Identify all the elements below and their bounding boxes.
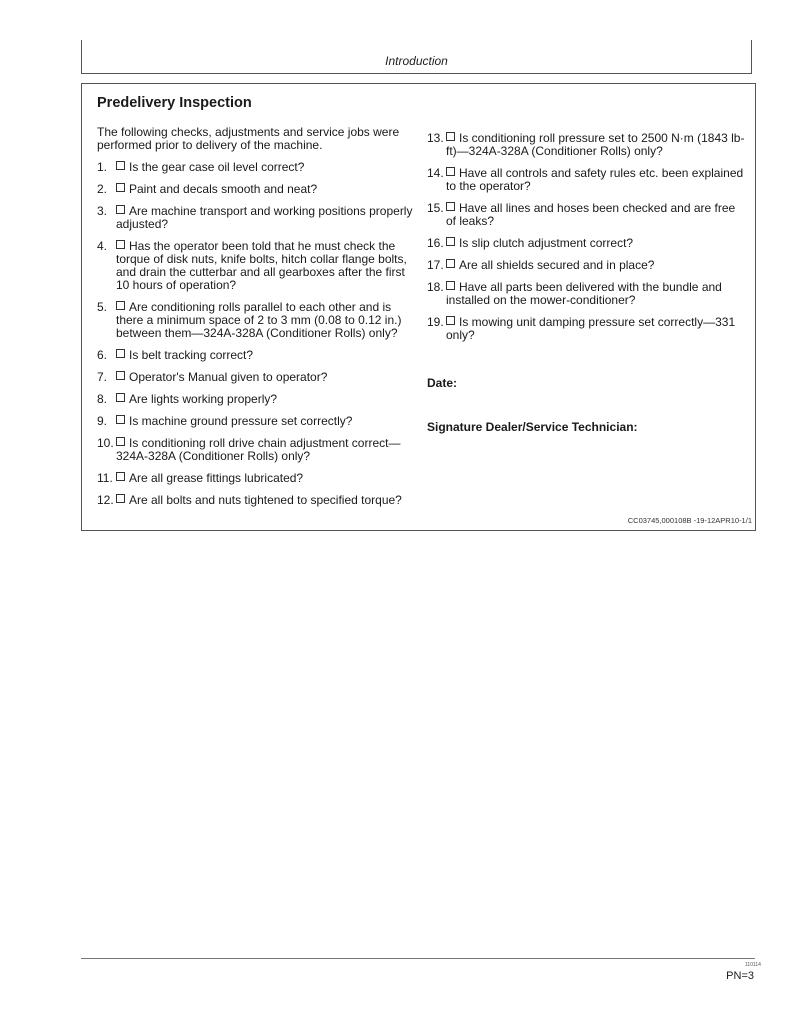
item-body [116, 393, 277, 406]
checkbox-icon [116, 415, 125, 424]
item-text: Is slip clutch adjustment correct? [459, 236, 634, 250]
checklist-item [427, 281, 745, 307]
item-number: 17. [427, 258, 444, 272]
checkbox-icon [116, 393, 125, 402]
right-column [427, 132, 745, 351]
item-number: 11. [97, 471, 113, 485]
predelivery-inspection-box [81, 83, 756, 531]
checklist-item [97, 437, 417, 463]
page-header [81, 40, 752, 74]
item-body [116, 494, 402, 507]
item-number: 2. [97, 182, 108, 196]
checkbox-icon [446, 316, 455, 325]
item-text: Is machine ground pressure set correctly? [129, 414, 353, 428]
item-body [116, 472, 303, 485]
item-text: Is conditioning roll pressure set to 2500 N·m (1843 lb-ft)—324A-328A (Conditioner Rolls) only? [446, 131, 745, 158]
reference-code: CC03745,000108B -19-12APR10-1/1 [627, 516, 752, 525]
item-text: Has the operator been told that he must check the torque of disk nuts, knife bolts, hitch collar flange bolts, and drain the cutterbar and all gearboxes after the first 10 hours of operation? [116, 239, 407, 292]
item-body [446, 281, 745, 307]
item-number: 9. [97, 414, 108, 428]
item-body [116, 240, 417, 292]
page-number: PN=3 [726, 970, 754, 982]
item-text: Have all parts been delivered with the bundle and installed on the mower-conditioner? [446, 280, 722, 307]
item-text: Operator's Manual given to operator? [129, 370, 328, 384]
signature-label: Signature Dealer/Service Technician: [427, 420, 638, 434]
checkbox-icon [116, 183, 125, 192]
item-body [446, 167, 745, 193]
checkbox-icon [116, 494, 125, 503]
checkbox-icon [116, 349, 125, 358]
item-number: 8. [97, 392, 108, 406]
checklist-item [427, 237, 745, 250]
item-body [116, 415, 352, 428]
item-body [446, 259, 654, 272]
checklist-item [427, 132, 745, 158]
item-text: Are all grease fittings lubricated? [129, 471, 304, 485]
checkbox-icon [446, 259, 455, 268]
item-text: Is belt tracking correct? [129, 348, 254, 362]
item-body [116, 349, 253, 362]
checklist-item [427, 167, 745, 193]
checklist-item [97, 349, 417, 362]
item-number: 3. [97, 204, 108, 218]
item-number: 19. [427, 315, 444, 329]
checklist-item [97, 161, 417, 174]
item-text: Is conditioning roll drive chain adjustment correct—324A-328A (Conditioner Rolls) only? [116, 436, 401, 463]
checklist-item [97, 183, 417, 196]
checkbox-icon [116, 240, 125, 249]
item-text: Paint and decals smooth and neat? [129, 182, 318, 196]
item-text: Is mowing unit damping pressure set correctly—331 only? [446, 315, 736, 342]
header-title: Introduction [385, 54, 448, 68]
checkbox-icon [116, 437, 125, 446]
item-body [116, 183, 317, 196]
item-number: 16. [427, 236, 444, 250]
item-number: 4. [97, 239, 108, 253]
checkbox-icon [116, 472, 125, 481]
item-number: 6. [97, 348, 108, 362]
item-number: 18. [427, 280, 444, 294]
item-body [116, 437, 417, 463]
item-body [116, 205, 417, 231]
checkbox-icon [446, 132, 455, 141]
item-body [446, 237, 633, 250]
checklist-item [97, 393, 417, 406]
item-text: Are all shields secured and in place? [459, 258, 655, 272]
item-text: Have all lines and hoses been checked and are free of leaks? [446, 201, 736, 228]
checklist-item [97, 205, 417, 231]
checklist-left [97, 161, 417, 507]
item-body [446, 132, 745, 158]
checklist-item [427, 259, 745, 272]
checkbox-icon [116, 301, 125, 310]
checklist-item [427, 316, 745, 342]
item-body [116, 161, 304, 174]
section-title: Predelivery Inspection [97, 95, 252, 111]
item-text: Are lights working properly? [129, 392, 278, 406]
checklist-item [97, 371, 417, 384]
left-column [97, 126, 417, 516]
checkbox-icon [446, 202, 455, 211]
item-number: 12. [97, 493, 114, 507]
item-number: 15. [427, 201, 444, 215]
checklist-item [427, 202, 745, 228]
item-number: 14. [427, 166, 444, 180]
item-number: 5. [97, 300, 108, 314]
checkbox-icon [116, 161, 125, 170]
item-body [446, 316, 745, 342]
checklist-item [97, 472, 417, 485]
checklist-right [427, 132, 745, 342]
item-number: 1. [97, 160, 108, 174]
item-body [446, 202, 745, 228]
checkbox-icon [446, 237, 455, 246]
intro-text: The following checks, adjustments and service jobs were performed prior to delivery of the machine. [97, 125, 400, 152]
item-text: Have all controls and safety rules etc. been explained to the operator? [446, 166, 744, 193]
footer-divider [81, 958, 755, 959]
item-text: Are all bolts and nuts tightened to specified torque? [129, 493, 402, 507]
item-number: 7. [97, 370, 108, 384]
item-body [116, 371, 327, 384]
checkbox-icon [116, 205, 125, 214]
checklist-item [97, 301, 417, 340]
item-number: 10. [97, 436, 114, 450]
item-text: Are conditioning rolls parallel to each other and is there a minimum space of 2 to 3 mm (0.08 to 0.12 in.) between them—324A-328A (Conditioner Rolls) only? [116, 300, 402, 340]
footer-code: 110114 [745, 962, 761, 968]
checklist-item [97, 240, 417, 292]
checklist-item [97, 415, 417, 428]
item-number: 13. [427, 131, 444, 145]
checkbox-icon [446, 167, 455, 176]
checkbox-icon [446, 281, 455, 290]
item-text: Are machine transport and working positions properly adjusted? [116, 204, 413, 231]
checklist-item [97, 494, 417, 507]
item-body [116, 301, 417, 340]
checkbox-icon [116, 371, 125, 380]
item-text: Is the gear case oil level correct? [129, 160, 305, 174]
date-label: Date: [427, 376, 458, 390]
